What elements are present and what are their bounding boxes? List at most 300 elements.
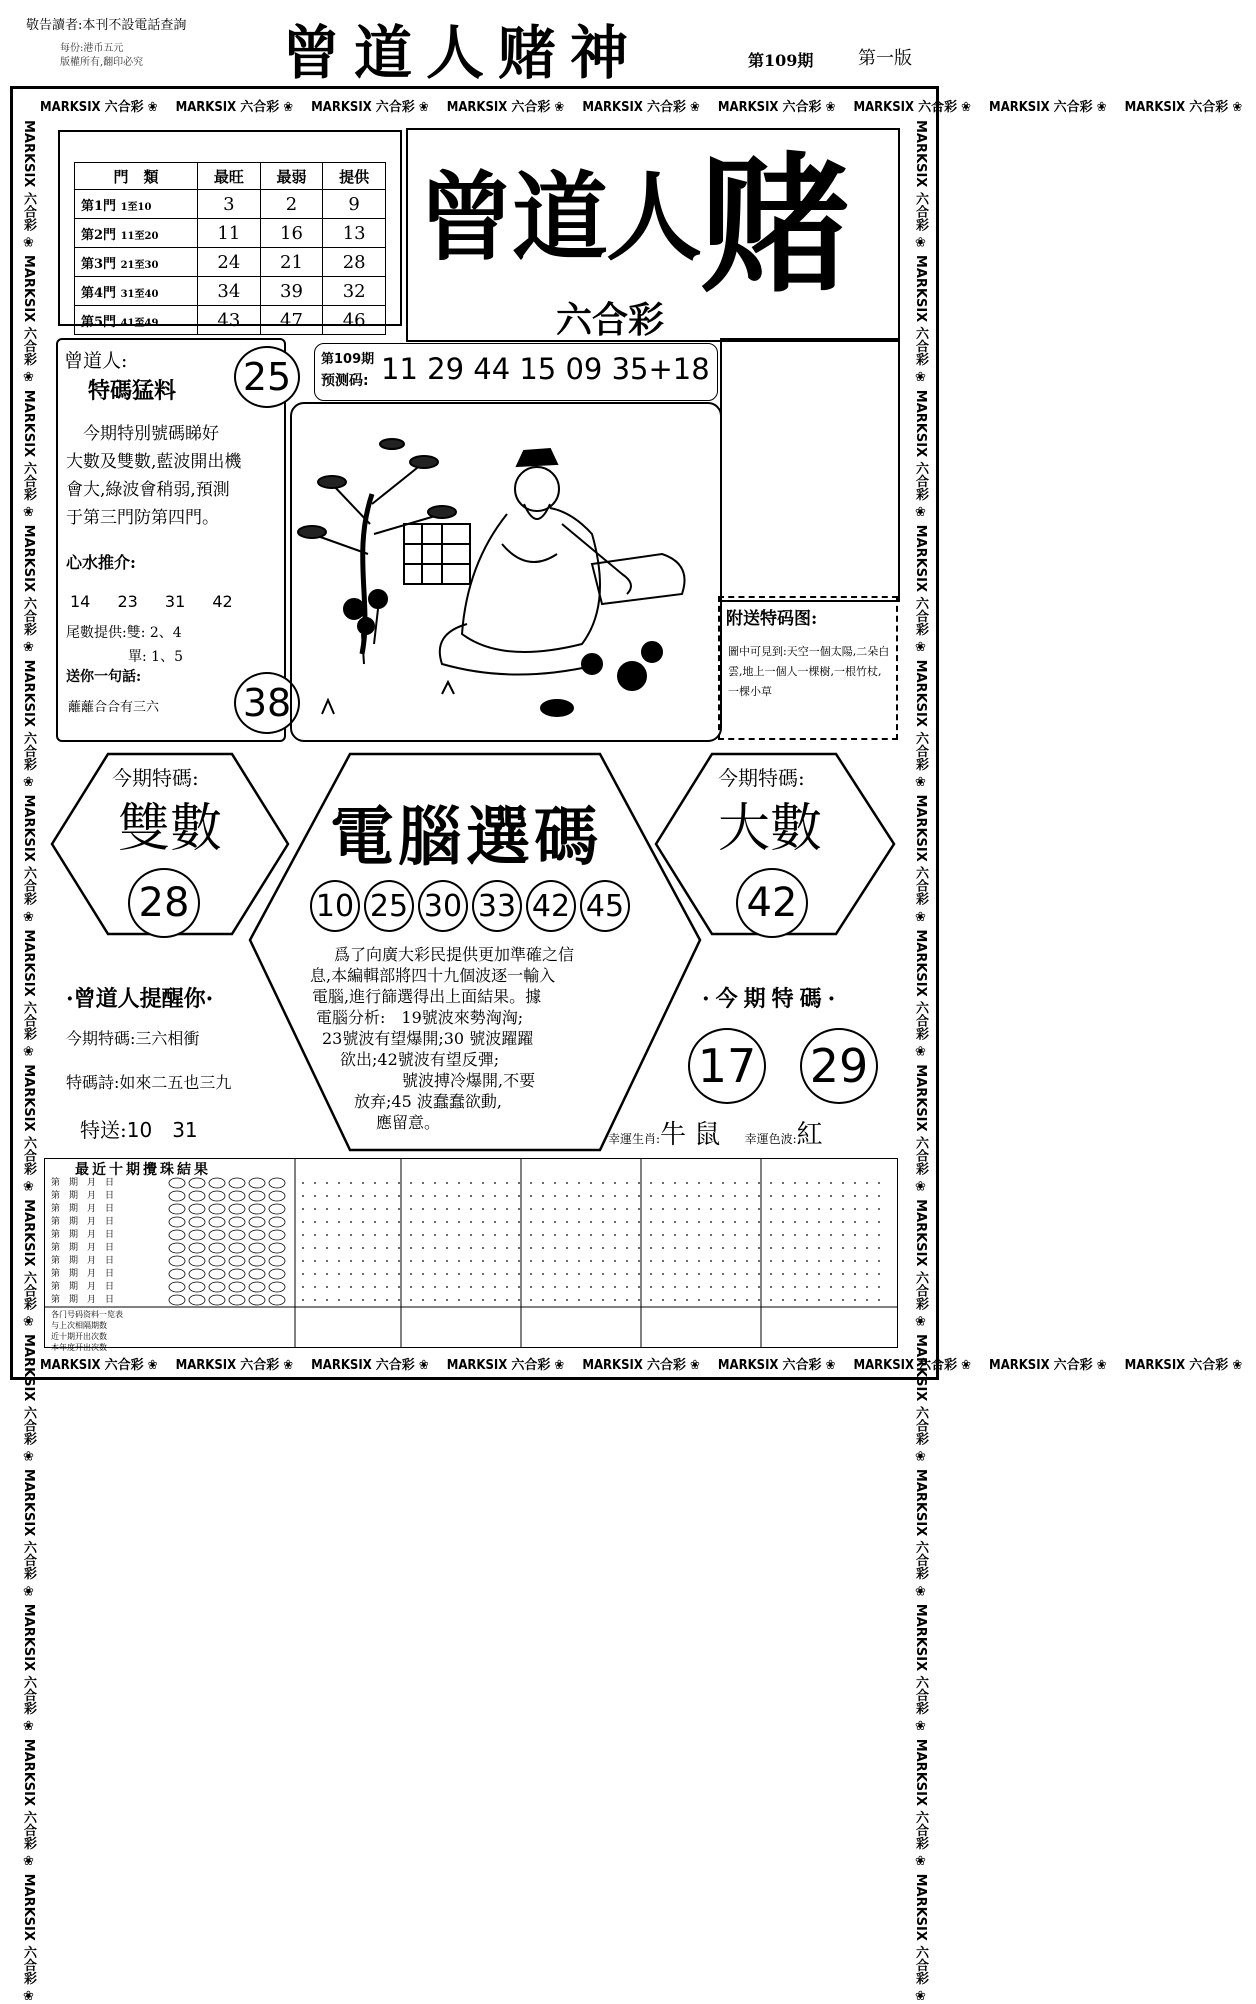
grid-dot <box>746 1234 748 1236</box>
grid-dot <box>350 1195 352 1197</box>
grid-dot <box>674 1260 676 1262</box>
grid-dot <box>374 1286 376 1288</box>
grid-dot <box>530 1286 532 1288</box>
grid-dot <box>590 1299 592 1301</box>
brand-mark: MARKSIX 六合彩 ❀ <box>913 1603 928 1739</box>
heart-number: 23 <box>117 592 138 611</box>
grid-dot <box>770 1286 772 1288</box>
grid-dot <box>794 1247 796 1249</box>
grid-dot <box>638 1221 640 1223</box>
grid-dot <box>686 1195 688 1197</box>
forecast-numbers: 11 29 44 15 09 35+18 <box>381 352 710 386</box>
ball-slot <box>229 1191 245 1201</box>
grid-dot <box>842 1247 844 1249</box>
brand-mark: MARKSIX 六合彩 ❀ <box>913 524 928 660</box>
grid-dot <box>830 1260 832 1262</box>
grid-dot <box>626 1286 628 1288</box>
special-label: 特送: <box>80 1118 127 1142</box>
grid-dot <box>374 1260 376 1262</box>
tail-odd: 1、5 <box>151 649 183 665</box>
grid-dot <box>350 1182 352 1184</box>
big-title-char: 赌 <box>700 137 849 313</box>
grid-dot <box>314 1208 316 1210</box>
ball-slot <box>189 1191 205 1201</box>
grid-dot <box>758 1208 760 1210</box>
grid-dot <box>878 1182 880 1184</box>
grid-dot <box>518 1195 520 1197</box>
grid-dot <box>458 1182 460 1184</box>
grid-dot <box>422 1247 424 1249</box>
ball-slot <box>249 1204 265 1214</box>
grid-dot <box>830 1286 832 1288</box>
table-row <box>75 190 386 219</box>
grid-dot <box>422 1221 424 1223</box>
header <box>0 0 949 87</box>
table-row <box>75 248 386 277</box>
prediction-subheading: 特碼猛料 <box>88 378 177 404</box>
brand-mark: MARKSIX 六合彩 ❀ <box>21 254 36 390</box>
grid-dot <box>470 1234 472 1236</box>
grid-dot <box>638 1247 640 1249</box>
grid-dot <box>470 1273 472 1275</box>
ball-slot <box>269 1230 285 1240</box>
grid-dot <box>590 1273 592 1275</box>
ball-slot <box>189 1178 205 1188</box>
current-title: ·今期特碼· <box>702 986 842 1012</box>
grid-dot <box>854 1247 856 1249</box>
grid-dot <box>506 1273 508 1275</box>
grid-dot <box>434 1195 436 1197</box>
grid-dot <box>446 1195 448 1197</box>
blank-box <box>720 338 900 602</box>
grid-dot <box>386 1208 388 1210</box>
ball-slot <box>249 1230 265 1240</box>
reminder-title: ·曾道人提醒你· <box>66 986 214 1012</box>
subtitle: 六合彩 <box>556 300 665 341</box>
grid-dot <box>386 1273 388 1275</box>
pick-number: 42 <box>526 880 576 932</box>
ball-slot <box>169 1230 185 1240</box>
grid-dot <box>590 1247 592 1249</box>
grid-dot <box>830 1221 832 1223</box>
analysis-line: 爲了向廣大彩民提供更加準確之信 <box>318 945 575 964</box>
grid-dot <box>806 1221 808 1223</box>
brand-mark: MARKSIX 六合彩 ❀ <box>1124 1358 1243 1373</box>
grid-dot <box>518 1182 520 1184</box>
grid-dot <box>878 1299 880 1301</box>
grid-dot <box>374 1195 376 1197</box>
grid-dot <box>638 1286 640 1288</box>
grid-dot <box>806 1286 808 1288</box>
grid-dot <box>398 1299 400 1301</box>
grid-dot <box>806 1260 808 1262</box>
grid-dot <box>806 1299 808 1301</box>
pick-number: 45 <box>580 880 630 932</box>
grid-dot <box>494 1286 496 1288</box>
grid-dot <box>818 1299 820 1301</box>
grid-dot <box>554 1234 556 1236</box>
grid-dot <box>794 1182 796 1184</box>
ball-slot <box>189 1230 205 1240</box>
col-header: 最弱 <box>260 163 323 190</box>
grid-dot <box>602 1299 604 1301</box>
brand-mark: MARKSIX 六合彩 ❀ <box>21 1873 36 2004</box>
grid-dot <box>674 1273 676 1275</box>
grid-dot <box>662 1260 664 1262</box>
grid-dot <box>470 1221 472 1223</box>
grid-dot <box>590 1234 592 1236</box>
grid-dot <box>806 1273 808 1275</box>
grid-dot <box>818 1195 820 1197</box>
hex-left-number: 28 <box>128 868 200 938</box>
grid-dot <box>854 1182 856 1184</box>
grid-dot <box>482 1299 484 1301</box>
grid-dot <box>470 1247 472 1249</box>
grid-dot <box>602 1234 604 1236</box>
grid-dot <box>446 1260 448 1262</box>
results-row-label: 第 期 月 日 <box>51 1295 115 1305</box>
grid-dot <box>710 1247 712 1249</box>
sage-drawing <box>292 404 720 740</box>
grid-dot <box>674 1208 676 1210</box>
analysis-line: 23號波有望爆開;30 號波躍躍 <box>322 1029 534 1048</box>
door-label: 第4門 31至40 <box>75 277 198 306</box>
brand-mark: MARKSIX 六合彩 ❀ <box>582 1358 704 1373</box>
brand-mark: MARKSIX 六合彩 ❀ <box>1124 100 1243 115</box>
grid-dot <box>374 1234 376 1236</box>
grid-dot <box>842 1273 844 1275</box>
grid-dot <box>698 1182 700 1184</box>
grid-dot <box>506 1286 508 1288</box>
grid-dot <box>554 1273 556 1275</box>
ball-slot <box>269 1295 285 1305</box>
grid-dot <box>542 1195 544 1197</box>
grid-dot <box>446 1208 448 1210</box>
brand-band-bottom <box>40 1354 1243 1374</box>
table-row <box>75 277 386 306</box>
stats-label: 与上次相隔期数 <box>51 1321 107 1330</box>
grid-dot <box>566 1195 568 1197</box>
ball-slot <box>189 1256 205 1266</box>
grid-dot <box>410 1208 412 1210</box>
grid-dot <box>578 1195 580 1197</box>
grid-dot <box>866 1221 868 1223</box>
grid-dot <box>794 1208 796 1210</box>
ball-slot <box>169 1269 185 1279</box>
grid-dot <box>878 1260 880 1262</box>
grid-dot <box>554 1195 556 1197</box>
grid-dot <box>542 1234 544 1236</box>
grid-dot <box>338 1182 340 1184</box>
grid-dot <box>470 1195 472 1197</box>
ball-slot <box>189 1295 205 1305</box>
grid-dot <box>722 1260 724 1262</box>
grid-dot <box>722 1182 724 1184</box>
grid-dot <box>494 1182 496 1184</box>
brand-mark: MARKSIX 六合彩 ❀ <box>913 254 928 390</box>
grid-dot <box>830 1208 832 1210</box>
door-table-header <box>75 163 386 190</box>
grid-dot <box>830 1234 832 1236</box>
grid-dot <box>446 1234 448 1236</box>
grid-dot <box>650 1299 652 1301</box>
grid-dot <box>782 1221 784 1223</box>
brand-mark: MARKSIX 六合彩 ❀ <box>913 659 928 795</box>
brand-mark: MARKSIX 六合彩 ❀ <box>311 1358 433 1373</box>
grid-dot <box>350 1299 352 1301</box>
brand-mark: MARKSIX 六合彩 ❀ <box>913 120 928 255</box>
ball-slot <box>189 1282 205 1292</box>
grid-dot <box>518 1247 520 1249</box>
ball-slot <box>169 1217 185 1227</box>
grid-dot <box>830 1247 832 1249</box>
grid-dot <box>482 1195 484 1197</box>
grid-dot <box>458 1247 460 1249</box>
grid-dot <box>494 1221 496 1223</box>
brand-mark: MARKSIX 六合彩 ❀ <box>446 1358 569 1373</box>
ball-slot <box>249 1282 265 1292</box>
brand-mark: MARKSIX 六合彩 ❀ <box>913 1873 928 2004</box>
grid-dot <box>422 1195 424 1197</box>
grid-dot <box>734 1260 736 1262</box>
grid-dot <box>326 1247 328 1249</box>
grid-dot <box>650 1195 652 1197</box>
grid-dot <box>530 1273 532 1275</box>
reminder-line2: 特碼詩:如來二五也三九 <box>66 1073 232 1092</box>
grid-dot <box>314 1182 316 1184</box>
door-table-box <box>58 130 402 331</box>
grid-dot <box>650 1208 652 1210</box>
grid-dot <box>602 1247 604 1249</box>
grid-dot <box>458 1195 460 1197</box>
cell-weak: 16 <box>260 219 323 248</box>
grid-dot <box>698 1247 700 1249</box>
grid-dot <box>746 1286 748 1288</box>
ball-slot <box>169 1256 185 1266</box>
grid-dot <box>710 1299 712 1301</box>
grid-dot <box>362 1286 364 1288</box>
grid-dot <box>854 1221 856 1223</box>
cell-provide: 46 <box>323 306 386 335</box>
grid-dot <box>374 1273 376 1275</box>
grid-dot <box>614 1221 616 1223</box>
grid-dot <box>326 1208 328 1210</box>
grid-dot <box>422 1273 424 1275</box>
analysis-line: 號波搏冷爆開,不要 <box>402 1071 536 1090</box>
grid-dot <box>590 1208 592 1210</box>
grid-dot <box>470 1260 472 1262</box>
ball-slot <box>209 1217 225 1227</box>
grid-dot <box>794 1286 796 1288</box>
grid-dot <box>338 1273 340 1275</box>
grid-dot <box>350 1234 352 1236</box>
gift-box <box>718 596 898 740</box>
grid-dot <box>434 1286 436 1288</box>
grid-dot <box>782 1208 784 1210</box>
grid-dot <box>686 1286 688 1288</box>
grid-dot <box>542 1182 544 1184</box>
grid-dot <box>518 1273 520 1275</box>
heart-number: 42 <box>212 592 233 611</box>
grid-dot <box>530 1247 532 1249</box>
grid-dot <box>326 1286 328 1288</box>
edition-label: 第一版 <box>858 48 912 69</box>
grid-dot <box>686 1247 688 1249</box>
grid-dot <box>434 1299 436 1301</box>
special-numbers: 10 31 <box>126 1118 198 1142</box>
cell-provide: 13 <box>323 219 386 248</box>
ball-slot <box>269 1178 285 1188</box>
grid-dot <box>494 1234 496 1236</box>
brand-mark: MARKSIX 六合彩 ❀ <box>21 794 36 930</box>
saying-label: 送你一句話: <box>66 669 142 685</box>
grid-dot <box>326 1182 328 1184</box>
grid-dot <box>554 1208 556 1210</box>
grid-dot <box>302 1260 304 1262</box>
grid-dot <box>578 1247 580 1249</box>
tail-even-label: 雙: <box>126 625 146 641</box>
grid-dot <box>638 1208 640 1210</box>
grid-dot <box>542 1221 544 1223</box>
grid-dot <box>710 1273 712 1275</box>
grid-dot <box>866 1182 868 1184</box>
grid-dot <box>566 1260 568 1262</box>
grid-dot <box>554 1221 556 1223</box>
grid-dot <box>578 1260 580 1262</box>
grid-dot <box>494 1195 496 1197</box>
ball-slot <box>229 1230 245 1240</box>
grid-dot <box>782 1260 784 1262</box>
grid-dot <box>602 1273 604 1275</box>
ball-slot <box>229 1204 245 1214</box>
grid-dot <box>326 1299 328 1301</box>
grid-dot <box>326 1260 328 1262</box>
ball-slot <box>209 1282 225 1292</box>
door-label: 第5門 41至49 <box>75 306 198 335</box>
results-grid <box>44 1158 898 1352</box>
grid-dot <box>578 1286 580 1288</box>
grid-dot <box>482 1260 484 1262</box>
grid-dot <box>362 1260 364 1262</box>
grid-dot <box>494 1260 496 1262</box>
grid-dot <box>722 1221 724 1223</box>
grid-dot <box>866 1208 868 1210</box>
heart-numbers <box>70 592 233 611</box>
grid-dot <box>746 1247 748 1249</box>
grid-dot <box>590 1195 592 1197</box>
grid-dot <box>650 1247 652 1249</box>
results-title: 最近十期攪珠結果 <box>75 1162 211 1178</box>
grid-dot <box>350 1221 352 1223</box>
hex-left-value: 雙數 <box>118 799 223 859</box>
grid-dot <box>770 1195 772 1197</box>
brand-band-left <box>16 120 38 2004</box>
grid-dot <box>626 1273 628 1275</box>
grid-dot <box>458 1299 460 1301</box>
grid-dot <box>866 1286 868 1288</box>
brand-mark: MARKSIX 六合彩 ❀ <box>913 794 928 930</box>
ball-slot <box>189 1217 205 1227</box>
ball-slot <box>229 1243 245 1253</box>
grid-dot <box>842 1221 844 1223</box>
grid-dot <box>662 1273 664 1275</box>
grid-dot <box>842 1182 844 1184</box>
grid-dot <box>518 1286 520 1288</box>
grid-dot <box>458 1208 460 1210</box>
grid-dot <box>782 1299 784 1301</box>
grid-dot <box>746 1221 748 1223</box>
brand-band-top <box>40 96 1243 116</box>
grid-dot <box>878 1234 880 1236</box>
brand-mark: MARKSIX 六合彩 ❀ <box>913 1064 928 1200</box>
grid-dot <box>674 1286 676 1288</box>
results-row-label: 第 期 月 日 <box>51 1243 115 1253</box>
results-row-label: 第 期 月 日 <box>51 1256 115 1266</box>
gift-text: 圖中可見到:天空一個太陽,二朵白雲,地上一個人一棵樹,一根竹杖,一棵小草 <box>728 645 890 698</box>
table-row <box>75 306 386 335</box>
ball-slot <box>249 1191 265 1201</box>
title-box <box>406 128 900 342</box>
grid-dot <box>854 1234 856 1236</box>
grid-dot <box>806 1195 808 1197</box>
computer-analysis <box>306 944 666 1133</box>
grid-dot <box>446 1286 448 1288</box>
grid-dot <box>650 1182 652 1184</box>
grid-dot <box>734 1286 736 1288</box>
grid-dot <box>566 1234 568 1236</box>
grid-dot <box>590 1286 592 1288</box>
grid-dot <box>506 1182 508 1184</box>
grid-dot <box>350 1247 352 1249</box>
grid-dot <box>686 1221 688 1223</box>
ball-slot <box>209 1269 225 1279</box>
grid-dot <box>302 1299 304 1301</box>
ball-slot <box>269 1191 285 1201</box>
grid-dot <box>482 1247 484 1249</box>
grid-dot <box>362 1234 364 1236</box>
grid-dot <box>482 1234 484 1236</box>
grid-dot <box>530 1208 532 1210</box>
col-header: 提供 <box>323 163 386 190</box>
grid-dot <box>482 1273 484 1275</box>
grid-dot <box>350 1273 352 1275</box>
grid-dot <box>530 1182 532 1184</box>
grid-dot <box>410 1234 412 1236</box>
grid-dot <box>626 1299 628 1301</box>
grid-dot <box>746 1273 748 1275</box>
grid-dot <box>734 1208 736 1210</box>
grid-dot <box>710 1182 712 1184</box>
grid-dot <box>722 1273 724 1275</box>
grid-dot <box>734 1195 736 1197</box>
grid-dot <box>614 1260 616 1262</box>
brand-mark: MARKSIX 六合彩 ❀ <box>717 1358 840 1373</box>
grid-dot <box>866 1299 868 1301</box>
ball-slot <box>269 1204 285 1214</box>
grid-dot <box>614 1234 616 1236</box>
lucky-zodiac-label: 幸運生肖: <box>608 1132 661 1146</box>
grid-dot <box>770 1247 772 1249</box>
hex-right-label: 今期特碼: <box>718 766 805 790</box>
grid-dot <box>794 1195 796 1197</box>
grid-dot <box>626 1260 628 1262</box>
grid-dot <box>410 1286 412 1288</box>
grid-dot <box>506 1260 508 1262</box>
cell-provide: 28 <box>323 248 386 277</box>
grid-dot <box>374 1208 376 1210</box>
grid-dot <box>506 1247 508 1249</box>
ball-slot <box>209 1204 225 1214</box>
